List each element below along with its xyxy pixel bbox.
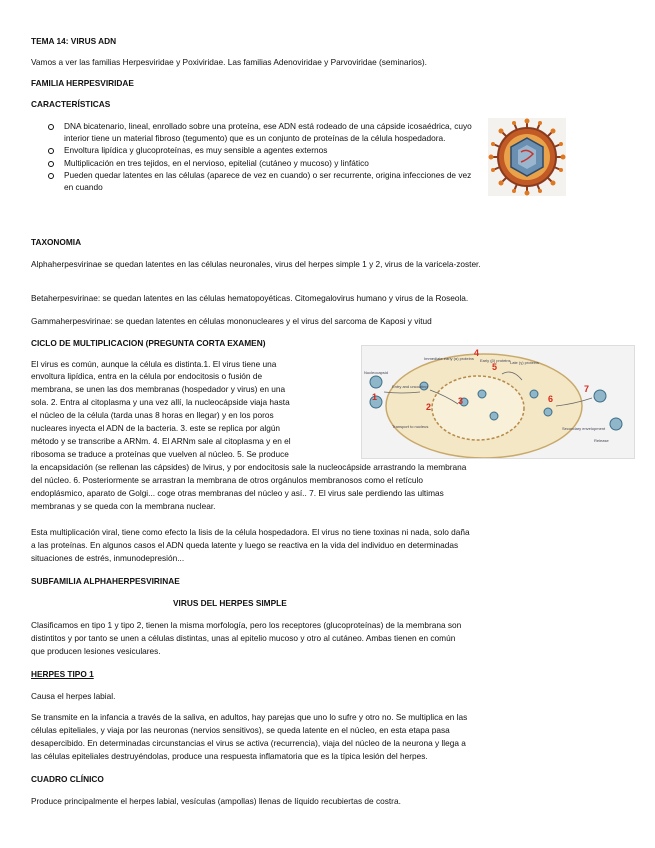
document-title: TEMA 14: VIRUS ADN bbox=[31, 36, 117, 46]
list-item-text: Multiplicación en tres tejidos, en el nervioso, epitelial (cutáneo y mucoso) y linfático bbox=[64, 157, 369, 168]
multiplication-line: situaciones de estrés, inmunodepresión... bbox=[31, 553, 185, 563]
cycle-line: envoltura lipídica, entra en la célula por endocitosis o fusión de bbox=[31, 371, 263, 381]
diagram-label: Transport to nucleus bbox=[392, 424, 429, 429]
list-item-text: Pueden quedar latentes en las células (aparece de vez en cuando) o ser recurrente, origina infecciones de vez en cuando bbox=[64, 170, 472, 192]
herpes1-heading: HERPES TIPO 1 bbox=[31, 669, 94, 679]
subfamily-heading: SUBFAMILIA ALPHAHERPESVIRINAE bbox=[31, 576, 180, 586]
classification-line: Clasificamos en tipo 1 y tipo 2, tienen la misma morfología, pero los receptores (glucoproteínas) de la membrana son bbox=[31, 620, 462, 630]
intro-paragraph: Vamos a ver las familias Herpesviridae y Poxiviridae. Las familias Adenoviridae y Parvoviridae (seminarios). bbox=[31, 57, 427, 67]
taxonomy-heading: TAXONOMIA bbox=[31, 237, 82, 247]
diagram-step-4: 4 bbox=[474, 348, 480, 358]
transmission-line: células epiteliales, y viaja por las neuronas (nervios sensitivos), se queda latente en el núcleo, en esta etapa pasa bbox=[31, 725, 450, 735]
classification-line: distintitos y por tanto se unen a células distintas, unas al epitelio mucoso y otro al cutáneo. Ambas tienen en común bbox=[31, 633, 456, 643]
cycle-rest-line: endoplásmico, aparato de Golgi... coge otras membranas del núcleo y así.. 7. El virus sale perdiendo las ultimas bbox=[31, 488, 444, 498]
transmission-line: las células epiteliales destruyéndolas, produce una respuesta inflamatoria que es la típica lesión del herpes. bbox=[31, 751, 428, 761]
taxonomy-alpha: Alphaherpesvirinae se quedan latentes en las células neuronales, virus del herpes simple 1 y 2, virus de la varicela-zoster. bbox=[31, 259, 481, 269]
cell-diagram-icon bbox=[362, 346, 634, 458]
clinical-text: Produce principalmente el herpes labial, vesículas (ampollas) llenas de líquido recubiertas de costra. bbox=[31, 796, 401, 806]
diagram-label: Entry and uncoating bbox=[392, 384, 428, 389]
cycle-heading: CICLO DE MULTIPLICACION (PREGUNTA CORTA EXAMEN) bbox=[31, 338, 266, 348]
diagram-label: Nucleocapsid bbox=[364, 370, 389, 375]
herpes1-cause: Causa el herpes labial. bbox=[31, 691, 116, 701]
diagram-label: Early (β) proteins bbox=[480, 358, 511, 363]
diagram-label: Release bbox=[594, 438, 609, 443]
bullet-icon bbox=[48, 148, 54, 154]
diagram-step-3: 3 bbox=[458, 396, 464, 406]
multiplication-line: a las proteínas. En algunos casos el ADN queda latente y luego se reactiva en la vida del individuo en determinadas bbox=[31, 540, 459, 550]
cycle-line: nucleares inyecta el ADN de la bacteria. 3. este se replica por algún bbox=[31, 423, 281, 433]
diagram-step-1: 1 bbox=[372, 392, 378, 402]
diagram-label: Secondary envelopment bbox=[562, 426, 606, 431]
transmission-line: desapercibido. En determinadas circunstancias el virus se activa (recurrencia), viaja del núcleo de la neurona y llega a bbox=[31, 738, 466, 748]
list-item bbox=[48, 170, 480, 193]
diagram-step-7: 7 bbox=[584, 384, 590, 394]
bullet-icon bbox=[48, 173, 54, 179]
diagram-step-6: 6 bbox=[548, 394, 554, 404]
herpesvirus-illustration bbox=[488, 118, 566, 196]
bullet-icon bbox=[48, 161, 54, 167]
transmission-line: Se transmite en la infancia a través de la saliva, en adultos, hay parejas que uno lo sufre y otro no. Se multiplica en las bbox=[31, 712, 468, 722]
family-heading: FAMILIA HERPESVIRIDAE bbox=[31, 78, 134, 88]
bullet-icon bbox=[48, 124, 54, 130]
list-item-text: DNA bicatenario, lineal, enrollado sobre una proteína, ese ADN está rodeado de una cápside icosaédrica, cuyo interior tiene un material fibroso (tegumento) que es un conjunto de proteínas de la célula hospedadora. bbox=[64, 121, 472, 143]
diagram-label: Late (γ) proteins bbox=[510, 360, 539, 365]
clinical-heading: CUADRO CLÍNICO bbox=[31, 774, 104, 784]
cycle-line: método y se transcribe a ARNm. 4. El ARNm sale al citoplasma y en el bbox=[31, 436, 291, 446]
list-item bbox=[48, 121, 480, 144]
cycle-rest-line: membranas y se queda con la membrana nuclear. bbox=[31, 501, 216, 511]
list-item bbox=[48, 158, 480, 170]
characteristics-heading: CARACTERÍSTICAS bbox=[31, 99, 111, 109]
cycle-line: ribosoma se traduce a proteínas que vuelven al núcleo. 5. Se produce bbox=[31, 449, 289, 459]
taxonomy-gamma: Gammaherpesvirinae: se quedan latentes en células mononucleares y el virus del sarcoma de Kaposi y vitud bbox=[31, 316, 432, 326]
cycle-rest-line: del núcleo. 6. Posteriormente se arrastran la membrana de otros orgánulos membranosos como el retículo bbox=[31, 475, 423, 485]
taxonomy-beta: Betaherpesvirinae: se quedan latentes en las células hematopoyéticas. Citomegalovirus humano y virus de la Roseola. bbox=[31, 293, 469, 303]
cycle-rest-line: la encapsidación (se rellenan las cápsides) de lvirus, y por endocitosis sale la nucleocápside arrastrando la membrana bbox=[31, 462, 467, 472]
multiplication-line: Esta multiplicación viral, tiene como efecto la lisis de la célula hospedadora. El virus no tiene toxinas ni nada, solo daña bbox=[31, 527, 470, 537]
replication-cycle-diagram bbox=[361, 345, 635, 459]
cycle-line: sola. 2. Entra al citoplasma y una vez allí, la nucleocápside viaja hasta bbox=[31, 397, 290, 407]
diagram-label: Immediate early (α) proteins bbox=[424, 356, 474, 361]
cycle-line: membrana, se unen las dos membranas (hospedador y virus) en una bbox=[31, 384, 286, 394]
diagram-step-5: 5 bbox=[492, 362, 498, 372]
classification-line: que producen lesiones vesiculares. bbox=[31, 646, 161, 656]
list-item bbox=[48, 145, 480, 157]
herpes-simple-heading: VIRUS DEL HERPES SIMPLE bbox=[173, 598, 287, 608]
virus-icon bbox=[488, 118, 566, 196]
cycle-line: El virus es común, aunque la célula es distinta.1. El virus tiene una bbox=[31, 359, 277, 369]
characteristics-list bbox=[48, 121, 480, 195]
diagram-step-2: 2 bbox=[426, 402, 432, 412]
list-item-text: Envoltura lipídica y glucoproteínas, es muy sensible a agentes externos bbox=[64, 145, 328, 156]
cycle-line: el núcleo de la célula (tarda unas 8 horas en llegar) y en los poros bbox=[31, 410, 274, 420]
